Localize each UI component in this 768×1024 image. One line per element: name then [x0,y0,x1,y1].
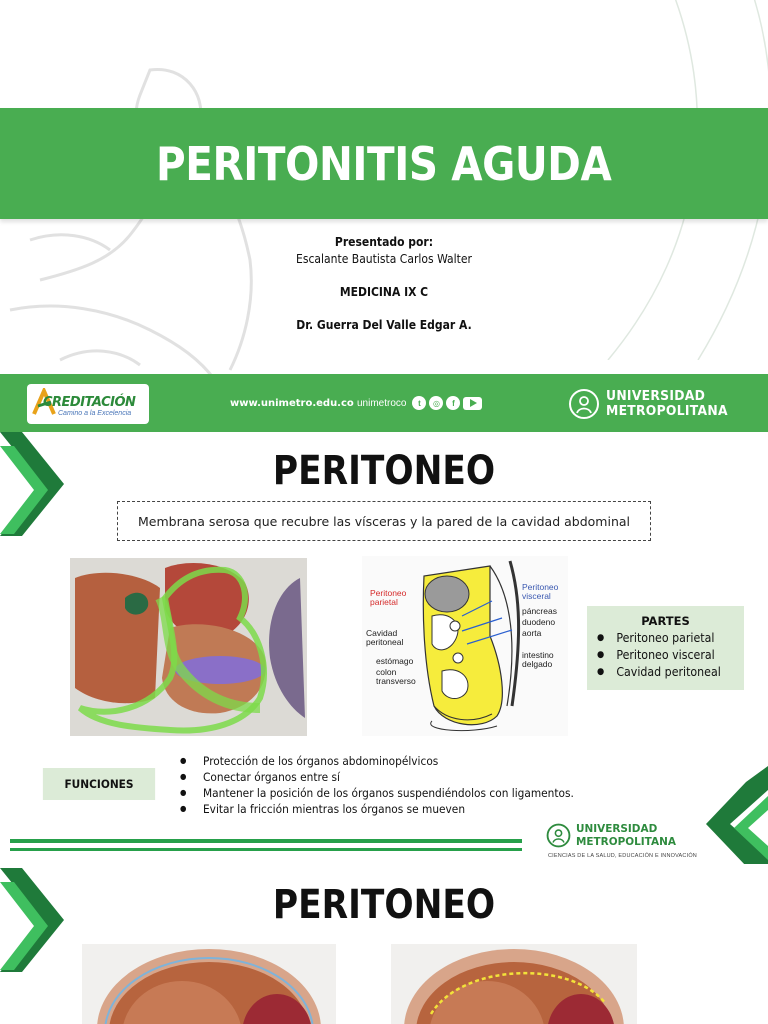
label-intestino: intestino delgado [522,650,554,669]
label-duodeno: duodeno [522,617,556,627]
university-seal-icon [568,388,600,420]
list-item: ● Peritoneo visceral [597,647,732,664]
label-aorta: aorta [522,628,542,638]
twitter-icon[interactable]: t [412,396,426,410]
presenter-label: Presentado por: [334,235,434,249]
doctor-name: Dr. Guerra Del Valle Edgar A. [296,318,472,332]
presenter-name: Escalante Bautista Carlos Walter [295,252,473,266]
course-name: MEDICINA IX C [339,285,429,299]
label-pancreas: páncreas [522,606,557,616]
list-item: ● Mantener la posición de los órganos suspendiéndolos con ligamentos. [180,785,574,801]
peritoneum-sagittal-diagram [362,556,568,736]
list-item: ● Cavidad peritoneal [597,664,732,681]
presentation-title: PERITONITIS AGUDA [156,136,612,191]
footer-band [0,374,768,432]
university-logo [568,388,758,420]
social-handle: unimetroco [357,397,407,409]
slide-peritoneo [0,432,768,864]
slide-title: PERITONEO [272,448,496,494]
university-name-line2: METROPOLITANA [576,835,676,848]
university-name-line1: UNIVERSIDAD [606,389,706,404]
label-cavidad: Cavidad peritoneal [366,628,404,647]
title-banner [0,108,768,219]
university-seal-icon [546,823,571,848]
website-link[interactable]: www.unimetro.edu.co [230,398,354,409]
instagram-icon[interactable]: ◎ [429,396,443,410]
list-item: ● Peritoneo parietal [597,630,732,647]
partes-title: PARTES [641,614,690,628]
label-estomago: estómago [376,656,414,666]
partes-box [587,606,744,690]
list-item: ● Protección de los órganos abdominopélvicos [180,753,574,769]
presenter-info [38,234,729,334]
divider-line [10,848,522,851]
divider-line [10,839,522,843]
university-logo [546,821,726,861]
acreditacion-logo [27,384,149,424]
peritoneum-anatomy-illustration [70,558,307,736]
label-parietal: Peritoneo parietal [370,588,407,607]
slide-title: PERITONEO [272,882,496,928]
list-item: ● Conectar órganos entre sí [180,769,574,785]
definition-box: Membrana serosa que recubre las vísceras y la pared de la cavidad abdominal [117,501,651,541]
funciones-label: FUNCIONES [43,768,155,800]
social-links [357,396,482,410]
list-item: ● Evitar la fricción mientras los órganos se mueven [180,801,574,817]
university-name-line2: METROPOLITANA [606,404,728,419]
slide-title-peritonitis [0,0,768,432]
youtube-icon[interactable] [463,397,482,410]
funciones-list [180,753,608,817]
acreditacion-name: CREDITACIÓN [43,395,136,410]
facebook-icon[interactable]: f [446,396,460,410]
ct-section-image-right [391,944,637,1024]
university-name-line1: UNIVERSIDAD [576,822,658,835]
ct-section-image-left [82,944,336,1024]
acreditacion-tagline: Camino a la Excelencia [58,410,132,417]
slide-peritoneo-2 [0,864,768,1024]
partes-list [597,630,744,681]
label-colon: colon transverso [376,667,416,686]
university-subtitle: CIENCIAS DE LA SALUD, EDUCACIÓN E INNOVACIÓN [548,853,697,859]
label-visceral: Peritoneo visceral [522,582,559,601]
